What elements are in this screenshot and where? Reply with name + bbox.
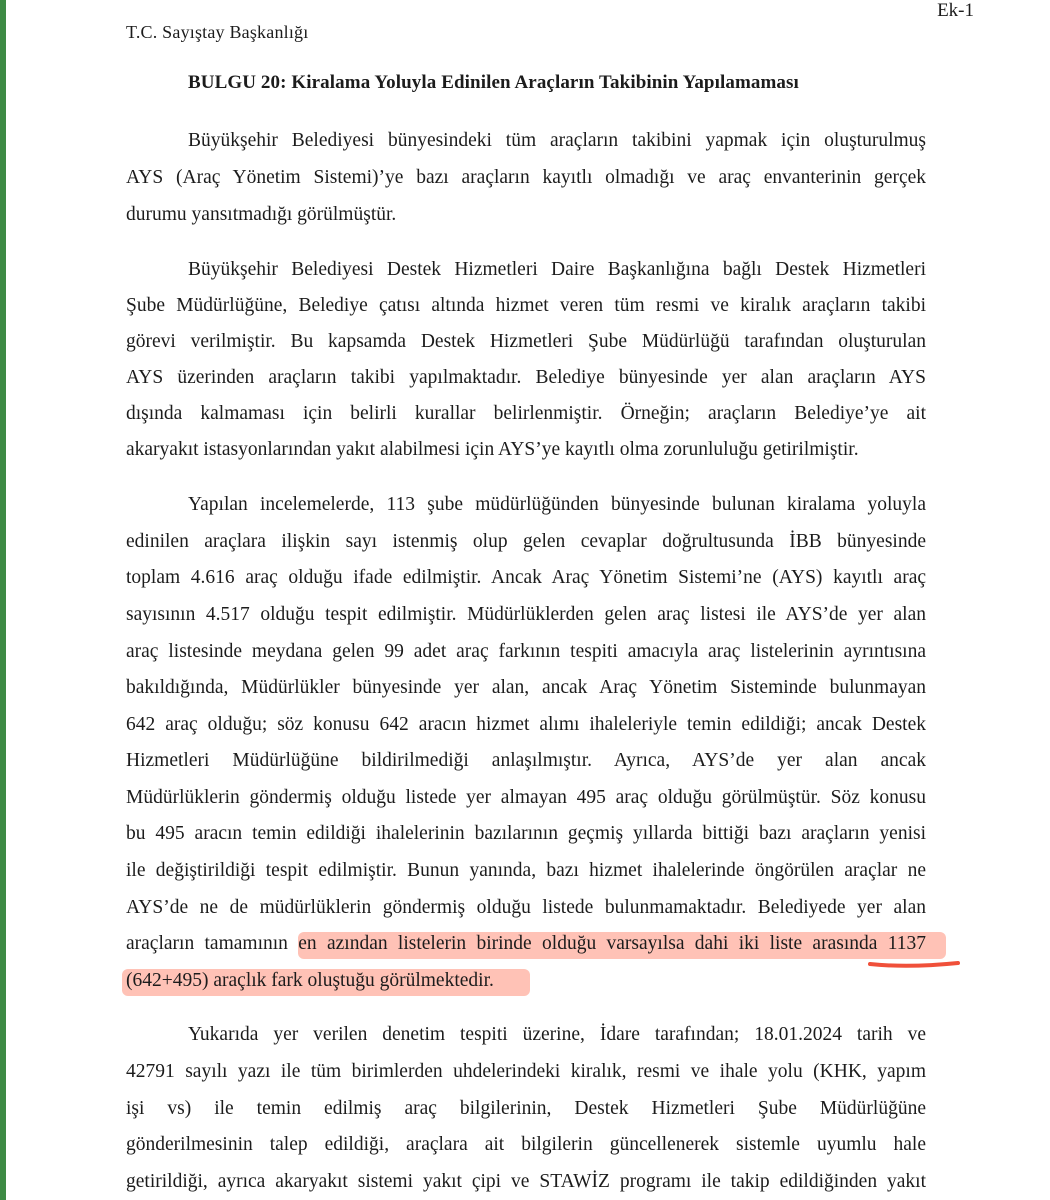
annex-label: Ek-1 bbox=[937, 0, 974, 21]
paragraph-line: durumu yansıtmadığı görülmüştür. bbox=[126, 204, 397, 225]
paragraph-line: 642 araç olduğu; söz konusu 642 aracın hizmet alımı ihaleleriyle temin edildiği; ancak Destek bbox=[126, 714, 926, 735]
page-edge-rule bbox=[0, 0, 6, 1200]
org-header: T.C. Sayıştay Başkanlığı bbox=[126, 22, 309, 42]
paragraph-line: (642+495) araçlık fark oluştuğu görülmektedir. bbox=[126, 970, 494, 991]
paragraph-line: Büyükşehir Belediyesi Destek Hizmetleri Daire Başkanlığına bağlı Destek Hizmetleri bbox=[188, 259, 926, 280]
paragraph-line: 42791 sayılı yazı ile tüm birimlerden uhdelerindeki kiralık, resmi ve ihale yolu (KHK, yapım bbox=[126, 1061, 926, 1082]
paragraph-line: işi vs) ile temin edilmiş araç bilgilerinin, Destek Hizmetleri Şube Müdürlüğüne bbox=[126, 1098, 926, 1119]
paragraph-line: AYS üzerinden araçların takibi yapılmaktadır. Belediye bünyesinde yer alan araçların AYS bbox=[126, 367, 926, 388]
paragraph-line: AYS’de ne de müdürlüklerin göndermiş olduğu listede bulunmamaktadır. Belediyede yer alan bbox=[126, 897, 926, 918]
finding-title: BULGU 20: Kiralama Yoluyla Edinilen Araçların Takibinin Yapılamaması bbox=[188, 72, 799, 93]
paragraph-line: getirildiği, ayrıca akaryakıt sistemi yakıt çipi ve STAWİZ programı ile takip edildiğinden yakıt bbox=[126, 1171, 926, 1192]
paragraph-line: bu 495 aracın temin edildiği ihalelerinin bazılarının geçmiş yıllarda bittiği bazı araçların yenisi bbox=[126, 823, 926, 844]
paragraph-line: Büyükşehir Belediyesi bünyesindeki tüm araçların takibini yapmak için oluşturulmuş bbox=[188, 130, 926, 151]
paragraph-line: Yapılan incelemelerde, 113 şube müdürlüğünden bünyesinde bulunan kiralama yoluyla bbox=[188, 494, 926, 515]
paragraph-line: araç listesinde meydana gelen 99 adet araç farkının tespiti amacıyla araç listelerinin ayrıntısına bbox=[126, 641, 926, 662]
paragraph-line: dışında kalmaması için belirli kurallar belirlenmiştir. Örneğin; araçların Belediye’ye ait bbox=[126, 403, 926, 424]
paragraph-line: akaryakıt istasyonlarından yakıt alabilmesi için AYS’ye kayıtlı olma zorunluluğu getirilmiştir. bbox=[126, 439, 859, 460]
paragraph-line: ile değiştirildiği tespit edilmiştir. Bunun yanında, bazı hizmet ihalelerinde öngörülen araçlar ne bbox=[126, 860, 926, 881]
paragraph-line: araçların tamamının en azından listelerin birinde olduğu varsayılsa dahi iki liste arasında 1137 bbox=[126, 933, 926, 954]
paragraph-line: Müdürlüklerin göndermiş olduğu listede yer almayan 495 araç olduğu görülmüştür. Söz konusu bbox=[126, 787, 926, 808]
paragraph-line: Hizmetleri Müdürlüğüne bildirilmediği anlaşılmıştır. Ayrıca, AYS’de yer alan ancak bbox=[126, 750, 926, 771]
paragraph-line: AYS (Araç Yönetim Sistemi)’ye bazı araçların kayıtlı olmadığı ve araç envanterinin gerçek bbox=[126, 167, 926, 188]
paragraph-line: görevi verilmiştir. Bu kapsamda Destek Hizmetleri Şube Müdürlüğü tarafından oluşturulan bbox=[126, 331, 926, 352]
paragraph-line: Yukarıda yer verilen denetim tespiti üzerine, İdare tarafından; 18.01.2024 tarih ve bbox=[188, 1024, 926, 1045]
paragraph-line: toplam 4.616 araç olduğu ifade edilmiştir. Ancak Araç Yönetim Sistemi’ne (AYS) kayıtlı araç bbox=[126, 567, 926, 588]
paragraph-line: Şube Müdürlüğüne, Belediye çatısı altında hizmet veren tüm resmi ve kiralık araçların takibi bbox=[126, 295, 926, 316]
paragraph-line: sayısının 4.517 olduğu tespit edilmiştir. Müdürlüklerden gelen araç listesi ile AYS’de yer alan bbox=[126, 604, 926, 625]
paragraph-line: edinilen araçlara ilişkin sayı istenmiş olup gelen cevaplar doğrultusunda İBB bünyesinde bbox=[126, 531, 926, 552]
paragraph-line: gönderilmesinin talep edildiği, araçlara ait bilgilerin güncellenerek sistemle uyumlu hale bbox=[126, 1134, 926, 1155]
paragraph-line: bakıldığında, Müdürlükler bünyesinde yer alan, ancak Araç Yönetim Sisteminde bulunmayan bbox=[126, 677, 926, 698]
